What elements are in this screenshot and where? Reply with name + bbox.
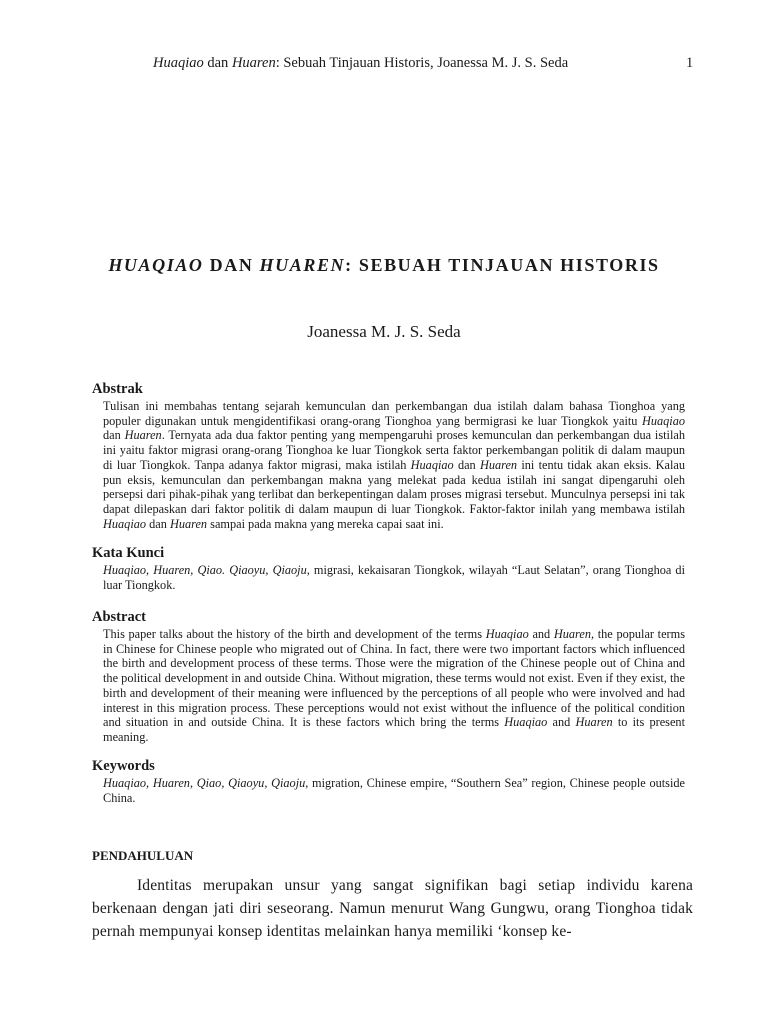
abstract-segment: and bbox=[547, 715, 576, 730]
title-term: HUAQIAO bbox=[108, 255, 204, 275]
abstrak-term: Huaren bbox=[479, 457, 518, 472]
kata-kunci-text bbox=[103, 563, 685, 592]
abstract-segment: and bbox=[528, 627, 554, 641]
paper-title bbox=[0, 255, 768, 276]
running-head-conj: dan bbox=[203, 55, 232, 71]
abstract-term: Huaqiao bbox=[504, 715, 548, 730]
abstract-segment: This paper talks about the history of the birth and development of the terms bbox=[103, 627, 486, 641]
abstrak-term: Huaqiao bbox=[410, 457, 454, 472]
abstract-term: Huaren bbox=[575, 715, 613, 730]
abstrak-segment: dan bbox=[146, 516, 170, 531]
keywords-rest: , migration, Chinese empire, “Southern Sea” region, Chinese people outside China. bbox=[103, 776, 685, 805]
abstrak-segment: sampai pada makna yang mereka capai saat ini. bbox=[207, 516, 444, 531]
abstract-heading: Abstract bbox=[92, 609, 146, 625]
abstrak-term: Huaren bbox=[169, 516, 208, 531]
abstrak-segment: Tulisan ini membahas tentang sejarah kemunculan dan perkembangan dua istilah dalam bahasa Tionghoa yang populer digunakan untuk mengidentifikasi orang-orang Tionghoa yang bermigrasi ke luar Tiongkok yaitu bbox=[103, 399, 685, 428]
page-number: 1 bbox=[686, 55, 694, 71]
abstrak-heading: Abstrak bbox=[92, 381, 143, 397]
abstract-segment: the popular terms in Chinese for Chinese people who migrated out of China. In fact, there were two important factors which influenced the birth and development process of these terms. Those were the migration of the Chinese people out of China and the political development in and outside China. Without migration, these terms would not exist. Even if they exist, the birth and development of their meaning were influenced by the perceptions of all people who were involved and had interest in this migration process. These perceptions would not exist without the influence of the political condition and situation in and outside China. It is these factors which bring the terms bbox=[103, 627, 685, 730]
abstrak-segment: ini tentu tidak akan eksis. Kalau pun eksis, kemunculan dan perkembangan makna yang melekat pada kedua istilah ini sangat dipengaruhi oleh persepsi dari pihak-pihak yang terlibat dan berkepentingan dalam proses migrasi tersebut. Munculnya persepsi ini tak dapat dilepaskan dari faktor politik di dalam maupun di luar Tiongkok. Faktor-faktor inilah yang membawa istilah bbox=[103, 457, 685, 516]
abstrak-text bbox=[103, 399, 685, 531]
abstrak-segment: dan bbox=[103, 428, 125, 443]
kata-kunci-rest: , migrasi, kekaisaran Tiongkok, wilayah “Laut Selatan”, orang Tionghoa di luar Tiongkok. bbox=[103, 563, 685, 592]
keywords-heading: Keywords bbox=[92, 758, 155, 774]
author-name: Joanessa M. J. S. Seda bbox=[307, 322, 461, 341]
keywords-terms: Huaqiao, Huaren, Qiao, Qiaoyu, Qiaoju bbox=[103, 776, 306, 790]
abstrak-segment: . Ternyata ada dua faktor penting yang mempengaruhi proses kemunculan dan perkembangan dua istilah ini yaitu faktor migrasi orang-orang Tionghoa ke luar Tiongkok serta faktor perkembangan politik di dalam maupun di luar Tiongkok. Tanpa adanya faktor migrasi, maka istilah bbox=[103, 428, 685, 472]
abstract-segment: to its present meaning. bbox=[103, 715, 685, 744]
kata-kunci-terms: Huaqiao, Huaren, Qiao. Qiaoyu, Qiaoju bbox=[103, 563, 307, 577]
running-head-text bbox=[153, 55, 568, 72]
abstract-term: Huaren, bbox=[553, 627, 595, 641]
running-head-term: Huaren bbox=[231, 55, 276, 71]
abstrak-term: Huaren bbox=[124, 428, 162, 443]
abstrak-term: Huaqiao bbox=[103, 516, 147, 531]
abstract-text bbox=[103, 627, 685, 745]
title-rest: : SEBUAH TINJAUAN HISTORIS bbox=[345, 255, 660, 275]
abstrak-segment: dan bbox=[453, 457, 480, 472]
abstract-term: Huaqiao bbox=[485, 627, 529, 641]
section-heading: PENDAHULUAN bbox=[92, 848, 194, 863]
running-head-rest: : Sebuah Tinjauan Historis, Joanessa M. J. S. Seda bbox=[275, 55, 569, 71]
title-term: HUAREN bbox=[259, 255, 346, 275]
intro-paragraph: Identitas merupakan unsur yang sangat signifikan bagi setiap individu karena berkenaan dengan jati diri seseorang. Namun menurut Wang Gungwu, orang Tionghoa tidak pernah mempunyai konsep identitas melainkan hanya memiliki ‘konsep ke- bbox=[92, 877, 693, 940]
title-conj: DAN bbox=[203, 255, 260, 275]
abstrak-term: Huaqiao bbox=[641, 413, 685, 428]
keywords-text bbox=[103, 776, 685, 805]
running-head-term: Huaqiao bbox=[153, 55, 204, 71]
kata-kunci-heading: Kata Kunci bbox=[92, 545, 165, 561]
